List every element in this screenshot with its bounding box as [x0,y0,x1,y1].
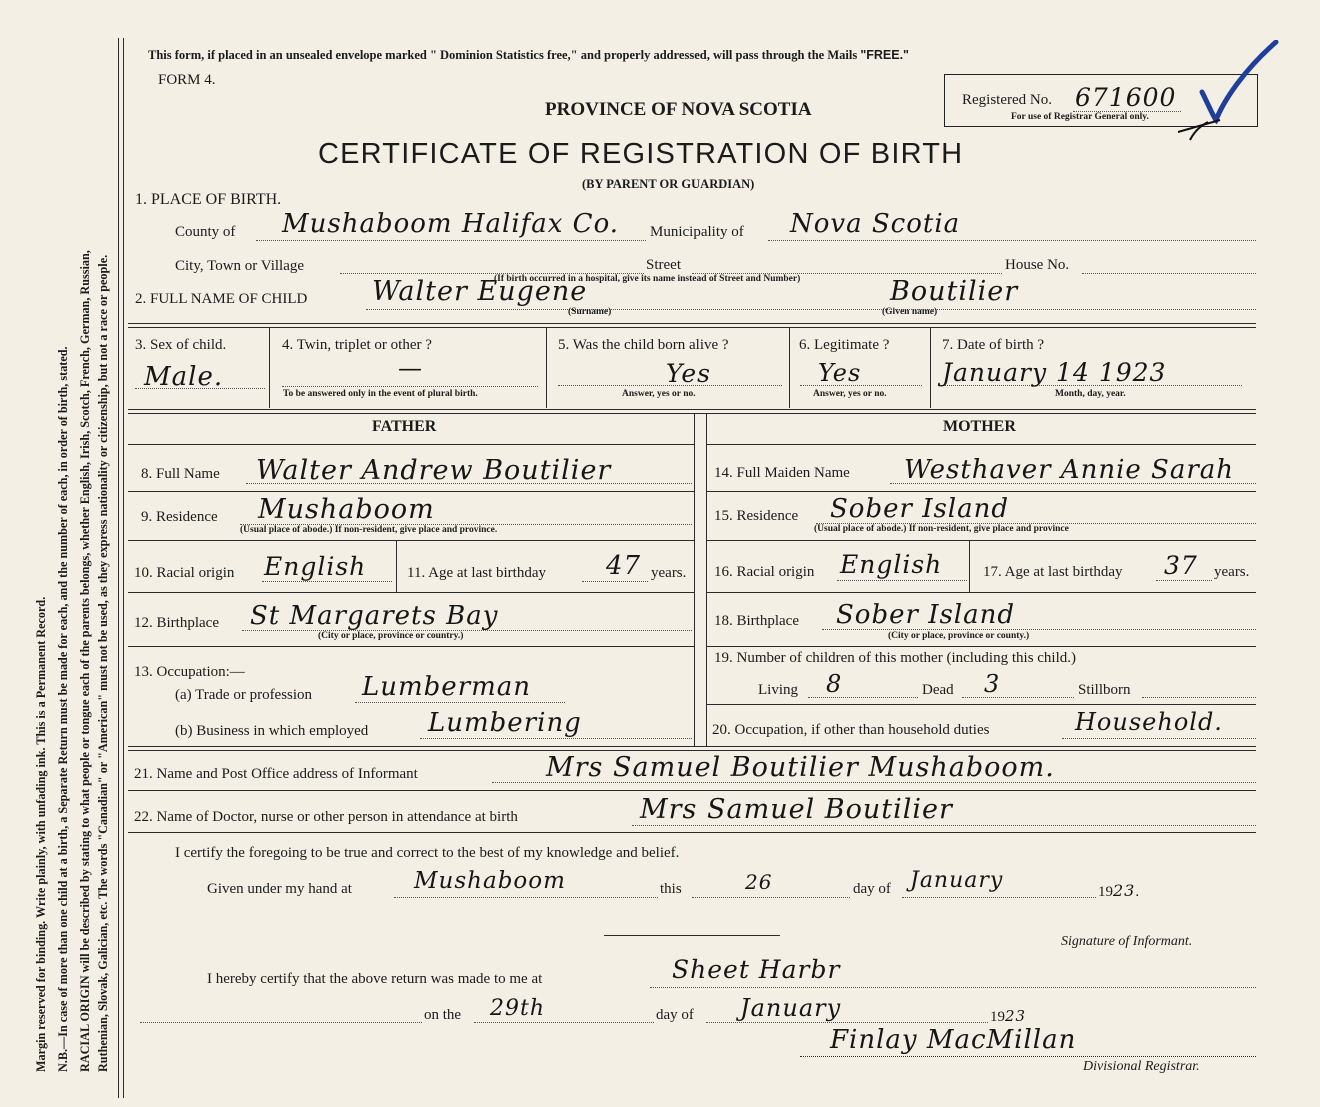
date-of-birth-label: 7. Date of birth ? [942,337,1045,353]
twin-value: — [398,354,423,382]
given-day-line [692,897,850,898]
informant-signature-label: Signature of Informant. [1061,934,1193,949]
father-age-line [582,581,648,582]
trade-label: (a) Trade or profession [175,687,313,703]
date-of-birth-value: January 14 1923 [942,358,1167,387]
margin-note-1: Margin reserved for binding. Write plainly, with unfading ink. This is a Permanent Record. [34,596,48,1072]
given-under-label: Given under my hand at [207,881,352,897]
registrar-signature: Finlay MacMillan [830,1025,1077,1055]
reg-month-line [706,1022,988,1023]
registered-number: 671600 [1075,83,1177,112]
mother-age-value: 37 [1164,551,1198,580]
mother-age-sep [969,540,970,592]
divider-top-2 [128,327,1256,328]
given-month-value: January [910,868,1004,893]
twin-note: To be answered only in the event of plural birth. [283,389,478,399]
father-rule-1 [128,491,694,492]
page-title: CERTIFICATE OF REGISTRATION OF BIRTH [318,138,964,170]
born-alive-note: Answer, yes or no. [622,389,696,399]
registrar-signature-line [800,1056,1256,1057]
reg-day-value: 29th [490,996,546,1021]
mother-occupation-value: Household. [1075,708,1223,736]
mother-rule-4 [706,646,1256,647]
mother-name-label: 14. Full Maiden Name [714,465,850,481]
twin-line [282,386,538,387]
sex-value: Male. [144,362,224,392]
stillborn-label: Stillborn [1078,682,1131,698]
mother-heading-rule [706,444,1256,445]
legitimate-value: Yes [818,359,862,387]
father-name-value: Walter Andrew Boutilier [256,455,612,486]
father-name-label: 8. Full Name [141,466,220,482]
children-label: 19. Number of children of this mother (including this child.) [714,650,1077,666]
child-surname: Boutilier [890,276,1019,307]
dead-label: Dead [922,682,954,698]
reg-day-line [474,1022,654,1023]
street-label: Street [646,257,681,273]
column-sep-2 [706,413,707,746]
mother-residence-value: Sober Island [830,494,1010,524]
column-sep-1 [694,413,695,746]
margin-note-2: N.B.—In case of more than one child at a birth, a Separate Return must be made for each, and the number of each, in order of birth, stated. [56,346,70,1072]
divider-doctor [128,832,1256,833]
child-name-line [366,309,1256,310]
mother-residence-label: 15. Residence [714,508,799,524]
father-rule-2 [128,540,694,541]
father-racial-line [262,581,392,582]
given-day-value: 26 [745,870,773,894]
date-of-birth-note: Month, day, year. [1055,389,1126,399]
row3-sep-3 [789,328,790,408]
given-year: 1923. [1098,881,1140,900]
this-label: this [660,881,682,897]
legitimate-note: Answer, yes or no. [813,389,887,399]
living-line [808,697,918,698]
divider-informant [128,790,1256,791]
father-racial-label: 10. Racial origin [134,565,235,581]
father-age-value: 47 [606,551,642,581]
registrar-place-value: Sheet Harbr [672,955,841,984]
trade-line [355,702,565,703]
reg-year: 1923 [990,1007,1027,1025]
city-label: City, Town or Village [175,258,305,274]
trade-value: Lumberman [362,672,532,702]
municipality-line [768,240,1256,241]
on-the-label: on the [424,1007,462,1023]
stillborn-line [1142,697,1256,698]
certify-statement: I certify the foregoing to be true and correct to the best of my knowledge and belief. [175,845,680,861]
registrar-lead-line [140,1022,422,1023]
father-birthplace-value: St Margarets Bay [250,601,499,631]
margin-rule [118,38,119,1098]
county-label: County of [175,224,236,240]
registrar-signature-label: Divisional Registrar. [1083,1059,1200,1074]
mail-notice: This form, if placed in an unsealed envelope marked " Dominion Statistics free," and properly addressed, will pass through the Mails "FREE." [148,48,909,62]
province-heading: PROVINCE OF NOVA SCOTIA [545,99,812,120]
reg-day-of-label: day of [656,1007,694,1023]
registered-label: Registered No. [962,92,1052,108]
doctor-value: Mrs Samuel Boutilier [640,794,953,825]
child-given-name: Walter Eugene [372,276,588,307]
day-of-label: day of [853,881,891,897]
mother-racial-line [837,580,967,581]
father-age-sep [396,540,397,592]
divider-parents [128,746,1256,747]
twin-label: 4. Twin, triplet or other ? [282,337,432,353]
row3-sep-1 [269,328,270,408]
registrar-statement: I hereby certify that the above return was made to me at [207,971,543,987]
given-month-line [902,897,1096,898]
father-residence-label: 9. Residence [141,509,218,525]
informant-signature-line [604,935,780,936]
informant-label: 21. Name and Post Office address of Informant [134,766,418,782]
mother-racial-label: 16. Racial origin [714,564,815,580]
divider-row3-2 [128,413,1256,414]
father-age-label: 11. Age at last birthday [407,565,546,581]
legitimate-label: 6. Legitimate ? [799,337,890,353]
given-place-value: Mushaboom [414,868,566,894]
county-line [256,240,646,241]
registrar-place-line [650,987,1256,988]
mother-racial-value: English [840,550,943,579]
living-value: 8 [826,670,843,698]
mother-rule-2 [706,540,1256,541]
business-label: (b) Business in which employed [175,723,369,739]
informant-value: Mrs Samuel Boutilier Mushaboom. [546,752,1055,783]
father-rule-3 [128,592,694,593]
margin-rule-inner [123,38,124,1098]
divider-row3 [128,409,1256,410]
registrar-note: For use of Registrar General only. [1011,112,1149,122]
child-name-label: 2. FULL NAME OF CHILD [135,291,308,307]
born-alive-label: 5. Was the child born alive ? [558,337,729,353]
business-line [420,738,692,739]
house-line [1082,273,1256,274]
mother-birthplace-label: 18. Birthplace [714,613,799,629]
mother-occupation-line [1062,738,1256,739]
father-birthplace-note: (City or place, province or country.) [318,631,464,641]
divider-top [128,323,1256,324]
father-heading-rule [128,444,694,445]
margin-note-3: RACIAL ORIGIN will be described by stating to what people or tongue each of the parents belongs, whether English, Irish, Scotch, French, German, Russian, [78,250,92,1072]
divider-parents-2 [128,750,1256,751]
mother-residence-note: (Usual place of abode.) If non-resident, give place and province [814,524,1069,534]
mother-rule-3 [706,592,1256,593]
doctor-line [632,825,1256,826]
hospital-note: (If birth occurred in a hospital, give its name instead of Street and Number) [494,274,801,284]
municipality-label: Municipality of [650,224,744,240]
father-age-unit: years. [651,565,687,581]
mother-heading: MOTHER [943,418,1016,435]
mother-occupation-label: 20. Occupation, if other than household duties [712,722,990,738]
occupation-label: 13. Occupation:— [134,664,245,680]
mother-birthplace-note: (City or place, province or county.) [888,631,1030,641]
surname-caption: (Surname) [568,307,612,317]
county-value: Mushaboom Halifax Co. [282,209,620,239]
place-of-birth-label: 1. PLACE OF BIRTH. [135,191,282,208]
mother-rule-1 [706,491,1256,492]
page-subtitle: (BY PARENT OR GUARDIAN) [582,177,755,191]
father-rule-4 [128,646,694,647]
business-value: Lumbering [428,708,582,738]
municipality-value: Nova Scotia [790,209,961,239]
father-racial-value: English [264,552,367,581]
form-number: FORM 4. [158,72,216,88]
given-name-caption: (Given name) [882,307,938,317]
dead-line [962,697,1074,698]
father-residence-value: Mushaboom [258,494,435,525]
born-alive-value: Yes [666,359,711,388]
mother-age-line [1156,580,1212,581]
row3-sep-4 [930,328,931,408]
dead-value: 3 [984,670,1001,698]
father-residence-note: (Usual place of abode.) If non-resident, give place and province. [240,525,498,535]
doctor-label: 22. Name of Doctor, nurse or other person in attendance at birth [134,809,518,825]
row3-sep-2 [546,328,547,408]
mother-age-unit: years. [1214,564,1250,580]
mother-age-label: 17. Age at last birthday [983,564,1123,580]
reg-month-value: January [740,994,842,1022]
sex-label: 3. Sex of child. [135,337,227,353]
given-place-line [394,897,658,898]
checkmark-icon [1172,40,1282,152]
mother-rule-5 [706,704,1256,705]
father-heading: FATHER [372,418,437,435]
father-birthplace-label: 12. Birthplace [134,615,219,631]
living-label: Living [758,682,798,698]
house-label: House No. [1005,257,1070,273]
margin-note-4: Ruthenian, Slovak, Galician, etc. The words "Canadian" or "American" must not be used, as they express nationality or citizenship, but not a race or people. [96,254,110,1072]
mother-birthplace-value: Sober Island [836,600,1016,630]
mother-name-value: Westhaver Annie Sarah [904,455,1235,485]
